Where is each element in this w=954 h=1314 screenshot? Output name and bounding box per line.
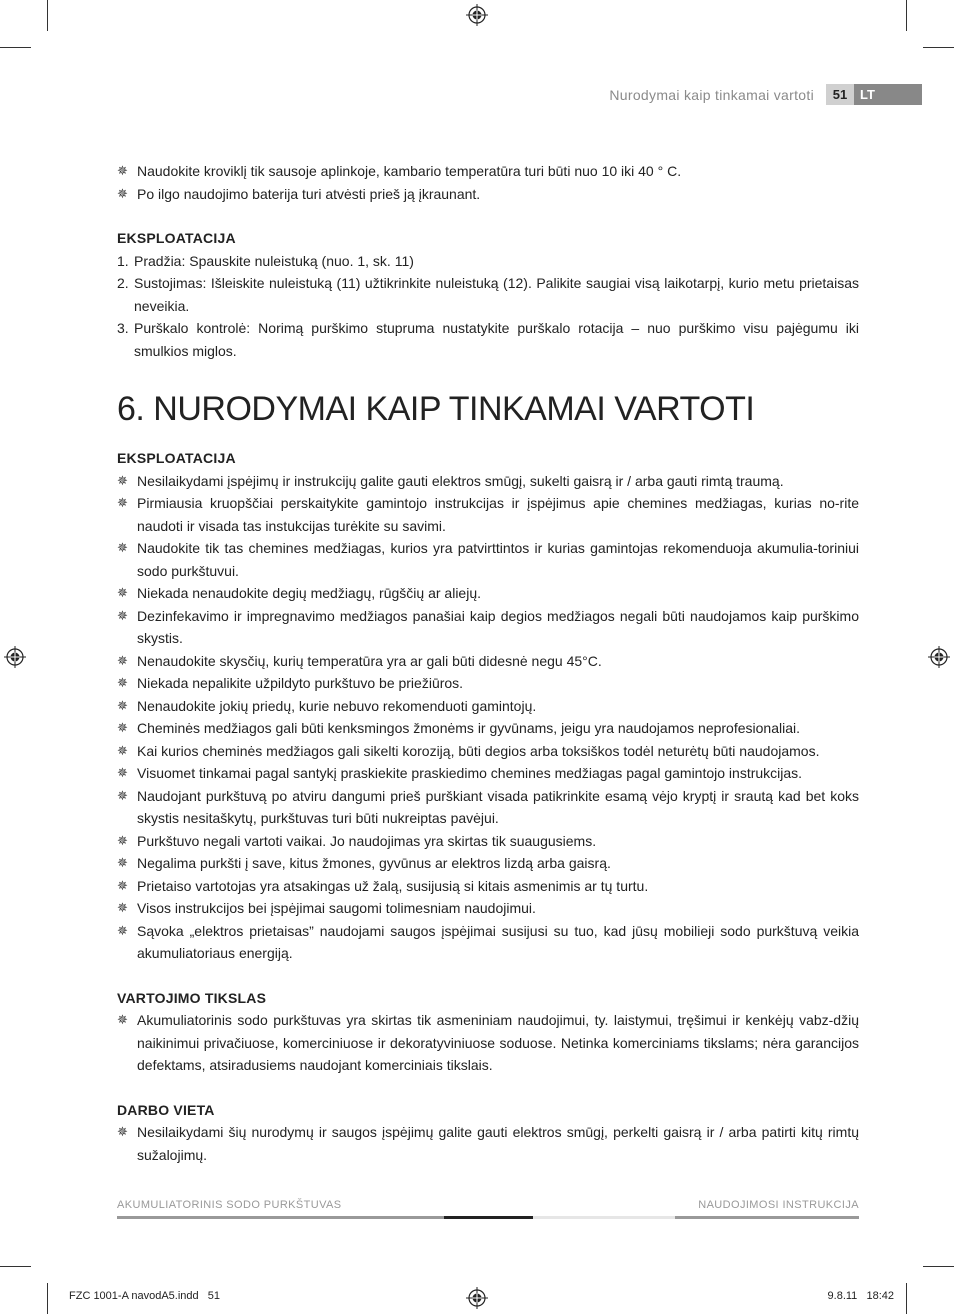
list-item: ✵ Nenaudokite skysčių, kurių temperatūra yra ar gali būti didesnė negu 45°C. (117, 650, 859, 673)
list-item: ✵ Niekada nenaudokite degių medžiagų, rūgščių ar aliejų. (117, 582, 859, 605)
list-item: ✵ Nenaudokite jokių priedų, kurie nebuvo rekomenduoti gamintojų. (117, 695, 859, 718)
gear-star-icon: ✵ (117, 540, 128, 555)
footer-rule (444, 1216, 533, 1219)
list-item: ✵ Kai kurios cheminės medžiagos gali sikelti koroziją, būti degios arba toksiškos todėl neturėtų būti naudojamos. (117, 740, 859, 763)
list-item: ✵ Prietaiso vartotojas yra atsakingas už žalą, susijusią si kitais asmenimis ar tų turtu. (117, 875, 859, 898)
gear-star-icon: ✵ (117, 585, 128, 600)
gear-star-icon: ✵ (117, 742, 128, 758)
gear-star-icon: ✵ (117, 652, 128, 668)
crop-mark (923, 1266, 954, 1267)
gear-star-icon: ✵ (117, 900, 128, 915)
list-item: 3. Purškalo kontrolė: Norimą purškimo stupruma nustatykite purškalo rotacija – nuo purškimo visu pajėgumu iki smulkios miglos. (117, 320, 859, 359)
crop-mark (906, 0, 907, 31)
list-item: ✵ Niekada nepalikite užpildyto purkštuvo be priežiūros. (117, 672, 859, 695)
footer-product-name: AKUMULIATORINIS SODO PURKŠTUVAS (117, 1199, 342, 1211)
language-tag: LT (854, 84, 922, 105)
list-item: 2. Sustojimas: Išleiskite nuleistuką (11) užtikrinkite nuleistuką (12). Palikite saugiai visą laikotarpį, kurio metu prietaisas neveikia. (117, 275, 859, 314)
section-heading: DARBO VIETA (117, 1101, 215, 1118)
list-item: ✵ Purkštuvo negali vartoti vaikai. Jo naudojimas yra skirtas tik suaugusiems. (117, 830, 859, 853)
print-slug-file: FZC 1001-A navodA5.indd 51 (69, 1290, 221, 1302)
gear-star-icon: ✵ (117, 185, 128, 201)
registration-mark-icon (466, 4, 488, 26)
gear-star-icon: ✵ (117, 1124, 128, 1139)
gear-star-icon: ✵ (117, 607, 128, 623)
warning-bullet-list (117, 470, 859, 965)
list-item: ✵ Nesilaikydami šių nurodymų ir saugos įspėjimų galite gauti elektros smūgį, perkelti gaisrą ir / arba patirti kitų rimtų sužalojimų. (117, 1121, 859, 1166)
list-item: ✵ Visos instrukcijos bei įspėjimai saugomi tolimesniam naudojimui. (117, 897, 859, 920)
section-heading: EKSPLOATACIJA (117, 230, 236, 246)
list-item: ✵ Sąvoka „elektros prietaisas” naudojami saugos įspėjimai susijusi su tuo, kad jūsų mobilieji sodo purkštuvą veikia akumuliatoriaus energiją. (117, 920, 859, 965)
footer-rule (117, 1216, 444, 1219)
gear-star-icon: ✵ (117, 675, 128, 690)
list-item: ✵ Visuomet tinkamai pagal santykį praskiekite praskiedimo chemines medžiagas pagal gamintojo instrukcijas. (117, 762, 859, 785)
list-item: ✵ Pirmiausia kruopščiai perskaitykite gamintojo instrukcijas ir įspėjimus apie chemines medžiagas, kurias no-rite naudoti ir visada tas instukcijas turėkite su savimi. (117, 492, 859, 537)
list-item: ✵ Nesilaikydami įspėjimų ir instrukcijų galite gauti elektros smūgį, sukelti gaisrą ir / arba gauti rimtą traumą. (117, 470, 859, 493)
footer-rule (533, 1216, 675, 1219)
list-item: ✵ Dezinfekavimo ir impregnavimo medžiagos panašiai kaip degios medžiagos negali būti naudojamos kaip purškimo skystis. (117, 605, 859, 650)
crop-mark (906, 1283, 907, 1314)
chapter-title: 6. NURODYMAI KAIP TINKAMAI VARTOTI (117, 390, 755, 428)
list-item: ✵ Akumuliatorinis sodo purkštuvas yra skirtas tik asmeniniam naudojimui, ty. laistymui, tręšimui ir kenkėjų vabz-džių naikinimui privačiuose, komerciniuose ir dekoratyviniuose soduose. Netinka komerciniams tikslams; nėra garancijos defektams, atsiradusiems naudojant komerciniais tikslais. (117, 1009, 859, 1077)
list-item: ✵ Naudokite tik tas chemines medžiagas, kurios yra patvirttintos ir kurias gamintojas rekomenduoja akumulia-toriniui sodo purkštuvui. (117, 537, 859, 582)
intro-bullet-list (117, 160, 859, 205)
gear-star-icon: ✵ (117, 1012, 128, 1027)
crop-mark (923, 47, 954, 48)
section-heading: VARTOJIMO TIKSLAS (117, 989, 267, 1006)
footer-rule (675, 1216, 859, 1219)
page-content (117, 160, 859, 1166)
gear-star-icon: ✵ (117, 855, 128, 870)
gear-star-icon: ✵ (117, 495, 128, 510)
gear-star-icon: ✵ (117, 163, 128, 178)
print-slug-date: 9.8.11 18:42 (827, 1290, 894, 1302)
crop-mark (47, 1283, 48, 1314)
gear-star-icon: ✵ (117, 877, 128, 893)
list-item: ✵ Negalima purkšti į save, kitus žmones, gyvūnus ar elektros lizdą arba gaisrą. (117, 852, 859, 875)
gear-star-icon: ✵ (117, 765, 128, 780)
gear-star-icon: ✵ (117, 720, 128, 735)
page-number: 51 (826, 84, 854, 105)
crop-mark (0, 1266, 31, 1267)
numbered-list (117, 250, 859, 363)
section-heading: EKSPLOATACIJA (117, 450, 236, 466)
list-item: 1. Pradžia: Spauskite nuleistuką (nuo. 1, sk. 11) (117, 252, 414, 269)
gear-star-icon: ✵ (117, 922, 128, 938)
crop-mark (0, 47, 31, 48)
registration-mark-icon (928, 646, 950, 668)
gear-star-icon: ✵ (117, 787, 128, 803)
gear-star-icon: ✵ (117, 472, 128, 488)
list-item: ✵ Cheminės medžiagos gali būti kenksmingos žmonėms ir gyvūnams, jeigu yra naudojamos neprofesionaliai. (117, 717, 859, 740)
footer-document-type: NAUDOJIMOSI INSTRUKCIJA (698, 1199, 859, 1211)
list-item: ✵ Naudojant purkštuvą po atviru dangumi prieš purškiant visada patikrinkite esamą vėjo kryptį ir srautą kad bet koks skystis nesitaškytų, purkštuvas turi būti nukreiptas pavėjui. (117, 785, 859, 830)
list-item: ✵ Po ilgo naudojimo baterija turi atvėsti prieš ją įkraunant. (117, 183, 859, 206)
registration-mark-icon (466, 1287, 488, 1309)
list-item: ✵ Naudokite kroviklį tik sausoje aplinkoje, kambario temperatūra turi būti nuo 10 iki 40 ° C. (117, 160, 859, 183)
gear-star-icon: ✵ (117, 832, 128, 848)
registration-mark-icon (4, 646, 26, 668)
crop-mark (47, 0, 48, 31)
running-header-title: Nurodymai kaip tinkamai vartoti (609, 87, 814, 103)
gear-star-icon: ✵ (117, 697, 128, 713)
